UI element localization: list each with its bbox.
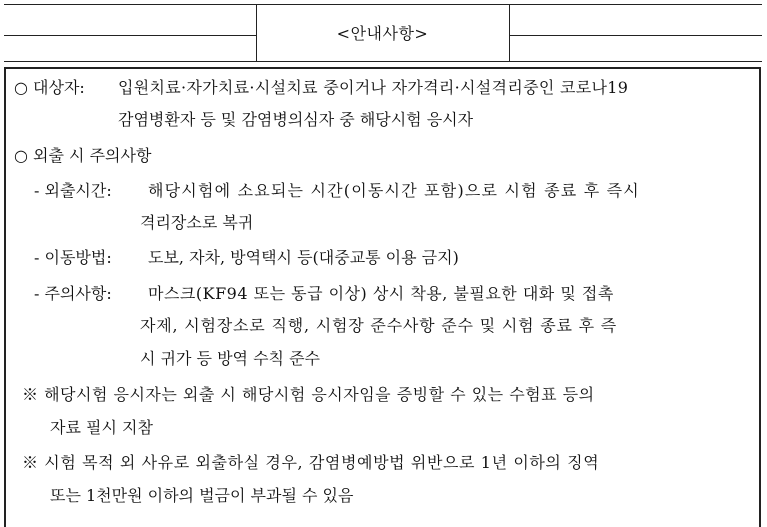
outing-heading: ○ 외출 시 주의사항: [14, 146, 152, 165]
notice-title: <안내사항>: [336, 24, 429, 43]
header-left-rule: [4, 35, 256, 36]
time-line-1: 해당시험에 소요되는 시간(이동시간 포함)으로 시험 종료 후 즉시: [148, 181, 640, 200]
note-2-line-1: ※ 시험 목적 외 사유로 외출하실 경우, 감염병예방법 위반으로 1년 이하의 징역: [22, 453, 600, 472]
header-right-rule: [509, 35, 762, 36]
target-line-2: 감염병환자 등 및 감염병의심자 중 해당시험 응시자: [118, 110, 474, 129]
caution-line-2: 자제, 시험장소로 직행, 시험장 준수사항 준수 및 시험 종료 후 즉: [140, 316, 618, 335]
caution-line-1: 마스크(KF94 또는 동급 이상) 상시 착용, 불필요한 대화 및 접촉: [148, 284, 614, 303]
note-2-line-2: 또는 1천만원 이하의 벌금이 부과될 수 있음: [50, 486, 354, 505]
note-1-line-1: ※ 해당시험 응시자는 외출 시 해당시험 응시자임을 증빙할 수 있는 수험표 등의: [22, 385, 595, 404]
caution-line-3: 시 귀가 등 방역 수칙 준수: [140, 349, 320, 368]
header-bottom-rule: [4, 61, 762, 62]
notice-header: [4, 4, 762, 62]
note-1-line-2: 자료 필시 지참: [50, 418, 153, 437]
target-label: ○ 대상자:: [14, 78, 85, 97]
move-line-1: 도보, 자차, 방역택시 등(대중교통 이용 금지): [148, 248, 459, 267]
move-label: - 이동방법:: [34, 248, 112, 267]
target-line-1: 입원치료·자가치료·시설치료 중이거나 자가격리·시설격리중인 코로나19: [118, 78, 629, 97]
header-right-divider: [509, 4, 510, 61]
caution-label: - 주의사항:: [34, 284, 112, 303]
time-line-2: 격리장소로 복귀: [140, 213, 254, 232]
time-label: - 외출시간:: [34, 181, 112, 200]
